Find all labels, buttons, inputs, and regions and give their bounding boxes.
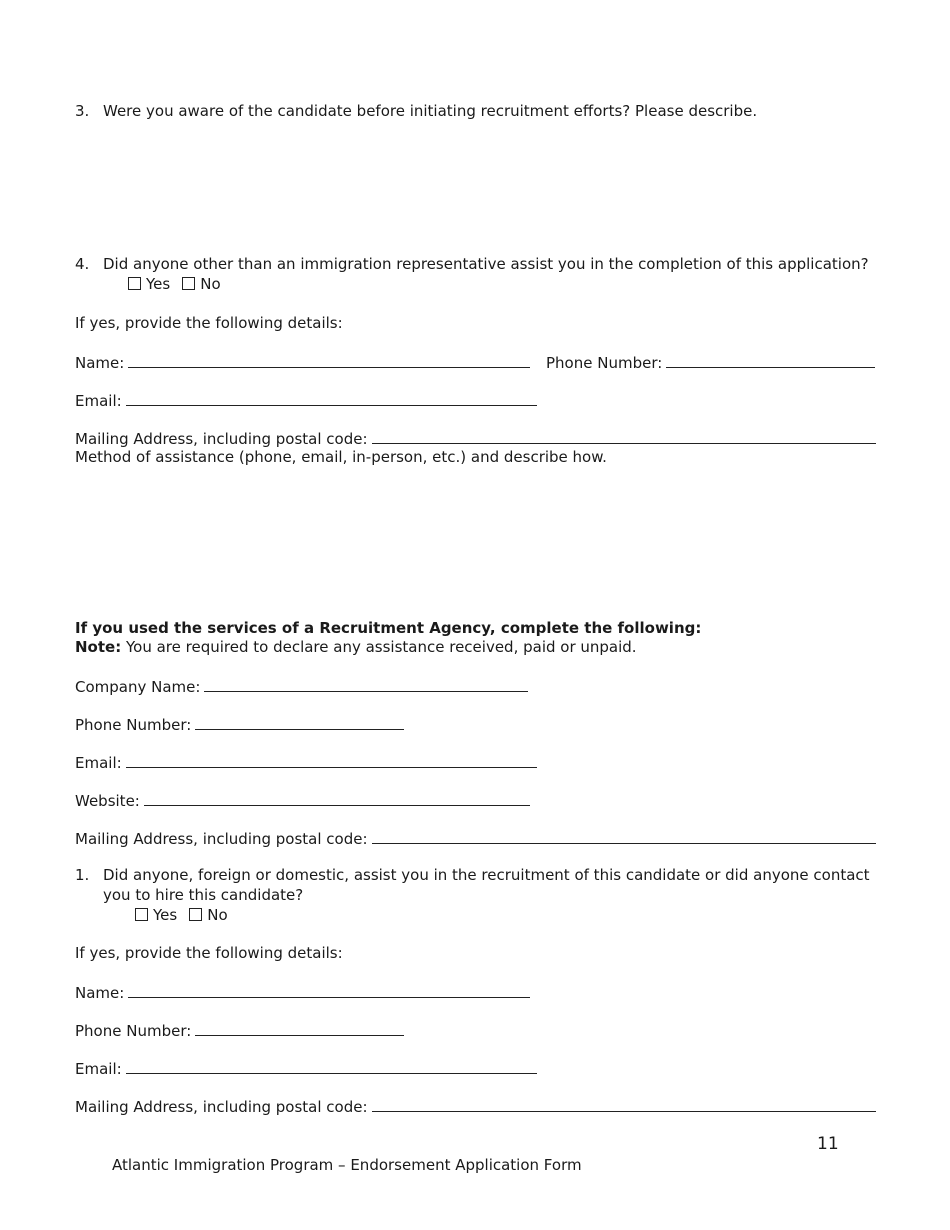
assistant-mailing-row — [75, 428, 876, 449]
name-label: Name: — [75, 354, 125, 372]
agency-note — [75, 638, 637, 657]
question-1-continued: you to hire this candidate? — [103, 886, 304, 904]
note-text: You are required to declare any assistance received, paid or unpaid. — [125, 638, 637, 656]
question-number: 1. — [75, 866, 90, 884]
company-name-row — [75, 676, 528, 697]
if-yes-text: If yes, provide the following details: — [75, 944, 343, 962]
website-field[interactable] — [144, 790, 530, 806]
agency-website-row — [75, 790, 530, 811]
agency-mailing-row — [75, 828, 876, 849]
recruiter-phone-row — [75, 1020, 404, 1041]
checkbox-icon[interactable] — [182, 277, 195, 290]
recruiter-name-row — [75, 982, 530, 1003]
footer-title: Atlantic Immigration Program – Endorsement Application Form — [112, 1156, 582, 1174]
checkbox-icon[interactable] — [128, 277, 141, 290]
assistant-email-row — [75, 390, 537, 411]
phone-label: Phone Number: — [75, 716, 192, 734]
mailing-field[interactable] — [372, 1096, 876, 1112]
mailing-label: Mailing Address, including postal code: — [75, 1098, 368, 1116]
email-field[interactable] — [126, 390, 537, 406]
agency-email-row — [75, 752, 537, 773]
phone-label: Phone Number: — [546, 354, 663, 372]
mailing-field[interactable] — [372, 428, 876, 444]
question-number: 4. — [75, 255, 90, 273]
question-text: Were you aware of the candidate before initiating recruitment efforts? Please describe. — [103, 102, 758, 120]
note-label: Note: — [75, 638, 122, 656]
mailing-label: Mailing Address, including postal code: — [75, 830, 368, 848]
page-number: 11 — [817, 1134, 839, 1154]
question-1 — [75, 866, 870, 885]
q4-yes-option[interactable]: Yes — [128, 275, 170, 293]
recruiter-email-row — [75, 1058, 537, 1079]
company-label: Company Name: — [75, 678, 201, 696]
agency-heading: If you used the services of a Recruitment Agency, complete the following: — [75, 619, 702, 637]
question-number: 3. — [75, 102, 90, 120]
website-label: Website: — [75, 792, 140, 810]
q1-options — [135, 906, 240, 925]
assistant-name-row — [75, 352, 530, 373]
method-of-assistance-text: Method of assistance (phone, email, in-person, etc.) and describe how. — [75, 448, 607, 466]
email-field[interactable] — [126, 752, 537, 768]
recruiter-mailing-row — [75, 1096, 876, 1117]
checkbox-icon[interactable] — [135, 908, 148, 921]
question-4 — [75, 255, 869, 274]
phone-field[interactable] — [195, 714, 404, 730]
agency-phone-row — [75, 714, 404, 735]
if-yes-text: If yes, provide the following details: — [75, 314, 343, 332]
mailing-label: Mailing Address, including postal code: — [75, 430, 368, 448]
phone-field[interactable] — [195, 1020, 404, 1036]
checkbox-icon[interactable] — [189, 908, 202, 921]
question-3 — [75, 102, 757, 121]
name-label: Name: — [75, 984, 125, 1002]
email-field[interactable] — [126, 1058, 537, 1074]
phone-label: Phone Number: — [75, 1022, 192, 1040]
name-field[interactable] — [128, 352, 530, 368]
q1-yes-option[interactable]: Yes — [135, 906, 177, 924]
q4-no-option[interactable]: No — [182, 275, 220, 293]
email-label: Email: — [75, 1060, 122, 1078]
q1-no-option[interactable]: No — [189, 906, 227, 924]
question-text: Did anyone, foreign or domestic, assist you in the recruitment of this candidate or did anyone contact — [103, 866, 870, 884]
assistant-phone-row — [546, 352, 875, 373]
email-label: Email: — [75, 754, 122, 772]
phone-field[interactable] — [666, 352, 875, 368]
question-text: Did anyone other than an immigration representative assist you in the completion of this application? — [103, 255, 869, 273]
q4-options — [128, 275, 233, 294]
name-field[interactable] — [128, 982, 530, 998]
company-field[interactable] — [204, 676, 528, 692]
email-label: Email: — [75, 392, 122, 410]
mailing-field[interactable] — [372, 828, 876, 844]
